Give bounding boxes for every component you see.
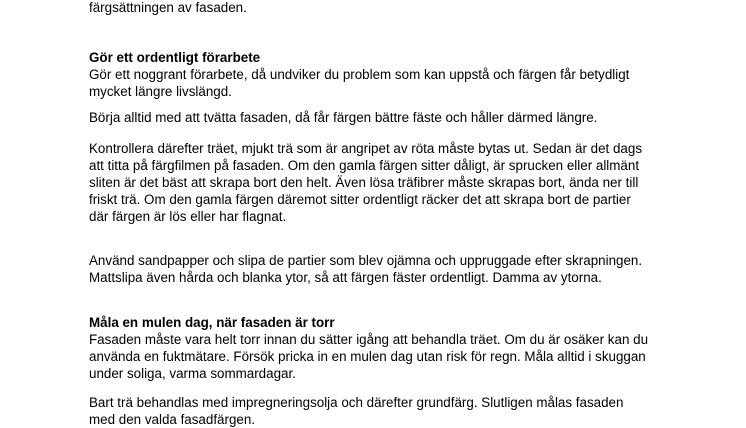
- section2-paragraph-1: Fasaden måste vara helt torr innan du sätter igång att behandla träet. Om du är osäker kan du använda en fuktmätare. Försök pricka in en mulen dag utan risk för regn. Måla alltid i skuggan under soliga, varma sommardagar.: [89, 332, 649, 381]
- section1-paragraph-4: Använd sandpapper och slipa de partier som blev ojämna och uppruggade efter skrapningen. Mattslipa även hårda och blanka ytor, så att färgen fäster ordentligt. Damma av ytorna.: [89, 253, 643, 285]
- section1-paragraph-1: Gör ett noggrant förarbete, då undviker du problem som kan uppstå och färgen får betydligt mycket längre livslängd.: [89, 67, 630, 99]
- section1-heading: Gör ett ordentligt förarbete: [89, 50, 261, 65]
- section2-paragraph-2: Bart trä behandlas med impregneringsolja och därefter grundfärg. Slutligen målas fasaden med den valda fasadfärgen.: [89, 395, 624, 427]
- section1-paragraph-2: Börja alltid med att tvätta fasaden, då får färgen bättre fäste och håller därmed längre.: [89, 110, 598, 125]
- section2-heading: Måla en mulen dag, när fasaden är torr: [89, 315, 335, 330]
- intro-tail-text: färgsättningen av fasaden.: [89, 0, 247, 15]
- section1-paragraph-3: Kontrollera därefter träet, mjukt trä som är angripet av röta måste bytas ut. Sedan är det dags att titta på färgfilmen på fasaden. Om den gamla färgen sitter dåligt, är sprucken eller allmänt sliten är det bäst att skrapa bort den helt. Även lösa träfibrer måste skrapas bort, ända ner till friskt trä. Om den gamla färgen däremot sitter ordentligt räcker det att skrapa bort de partier där färgen är lös eller har flagnat.: [89, 141, 643, 224]
